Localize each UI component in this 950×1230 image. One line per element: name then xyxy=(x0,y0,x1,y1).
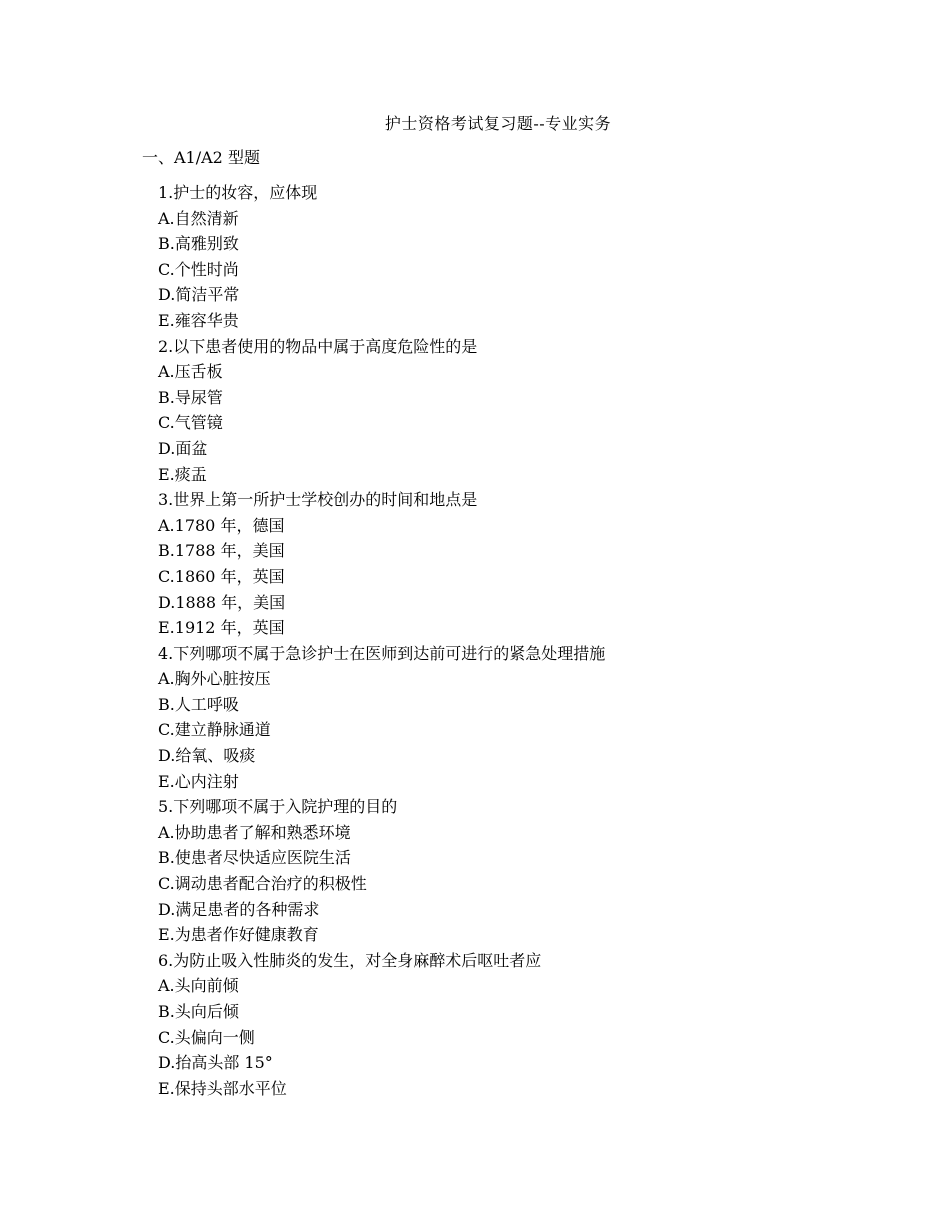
answer-option: E.雍容华贵 xyxy=(158,310,239,330)
answer-option: A.协助患者了解和熟悉环境 xyxy=(158,822,351,842)
answer-option: B.1788 年，美国 xyxy=(158,541,285,561)
question-stem: 3.世界上第一所护士学校创办的时间和地点是 xyxy=(158,490,478,510)
answer-option: D.给氧、吸痰 xyxy=(158,746,256,766)
answer-option: E.为患者作好健康教育 xyxy=(158,925,319,945)
answer-option: B.高雅别致 xyxy=(158,234,239,254)
answer-option: E.痰盂 xyxy=(158,464,207,484)
answer-option: A.自然清新 xyxy=(158,208,239,228)
answer-option: E.保持头部水平位 xyxy=(158,1078,287,1098)
document-title: 护士资格考试复习题--专业实务 xyxy=(384,114,612,133)
question-stem: 2.以下患者使用的物品中属于高度危险性的是 xyxy=(158,336,478,356)
answer-option: C.建立静脉通道 xyxy=(158,720,271,740)
question-stem: 1.护士的妆容，应体现 xyxy=(158,183,318,202)
answer-option: C.个性时尚 xyxy=(158,259,239,279)
answer-option: E.心内注射 xyxy=(158,771,239,791)
answer-option: B.头向后倾 xyxy=(158,1002,239,1021)
answer-option: B.导尿管 xyxy=(158,387,223,407)
section-heading: 一、A1/A2 型题 xyxy=(142,148,260,167)
question-stem: 4.下列哪项不属于急诊护士在医师到达前可进行的紧急处理措施 xyxy=(158,643,606,663)
question-stem: 5.下列哪项不属于入院护理的目的 xyxy=(158,797,398,817)
answer-option: A.头向前倾 xyxy=(158,976,239,996)
answer-option: B.人工呼吸 xyxy=(158,694,239,714)
answer-option: C.头偏向一侧 xyxy=(158,1027,255,1047)
answer-option: A.胸外心脏按压 xyxy=(158,669,271,689)
answer-option: D.简洁平常 xyxy=(158,285,240,305)
question-list xyxy=(158,182,605,1103)
answer-option: D.抬高头部 15° xyxy=(158,1053,273,1073)
answer-option: C.调动患者配合治疗的积极性 xyxy=(158,874,367,894)
answer-option: B.使患者尽快适应医院生活 xyxy=(158,848,351,868)
question-stem: 6.为防止吸入性肺炎的发生，对全身麻醉术后呕吐者应 xyxy=(158,950,542,970)
answer-option: D.面盆 xyxy=(158,438,208,458)
answer-option: A.1780 年，德国 xyxy=(158,515,285,535)
answer-option: C.1860 年，英国 xyxy=(158,566,285,586)
answer-option: D.1888 年，美国 xyxy=(158,592,286,612)
answer-option: C.气管镜 xyxy=(158,413,223,433)
answer-option: A.压舌板 xyxy=(158,362,223,382)
answer-option: E.1912 年，英国 xyxy=(158,618,285,638)
answer-option: D.满足患者的各种需求 xyxy=(158,899,320,919)
